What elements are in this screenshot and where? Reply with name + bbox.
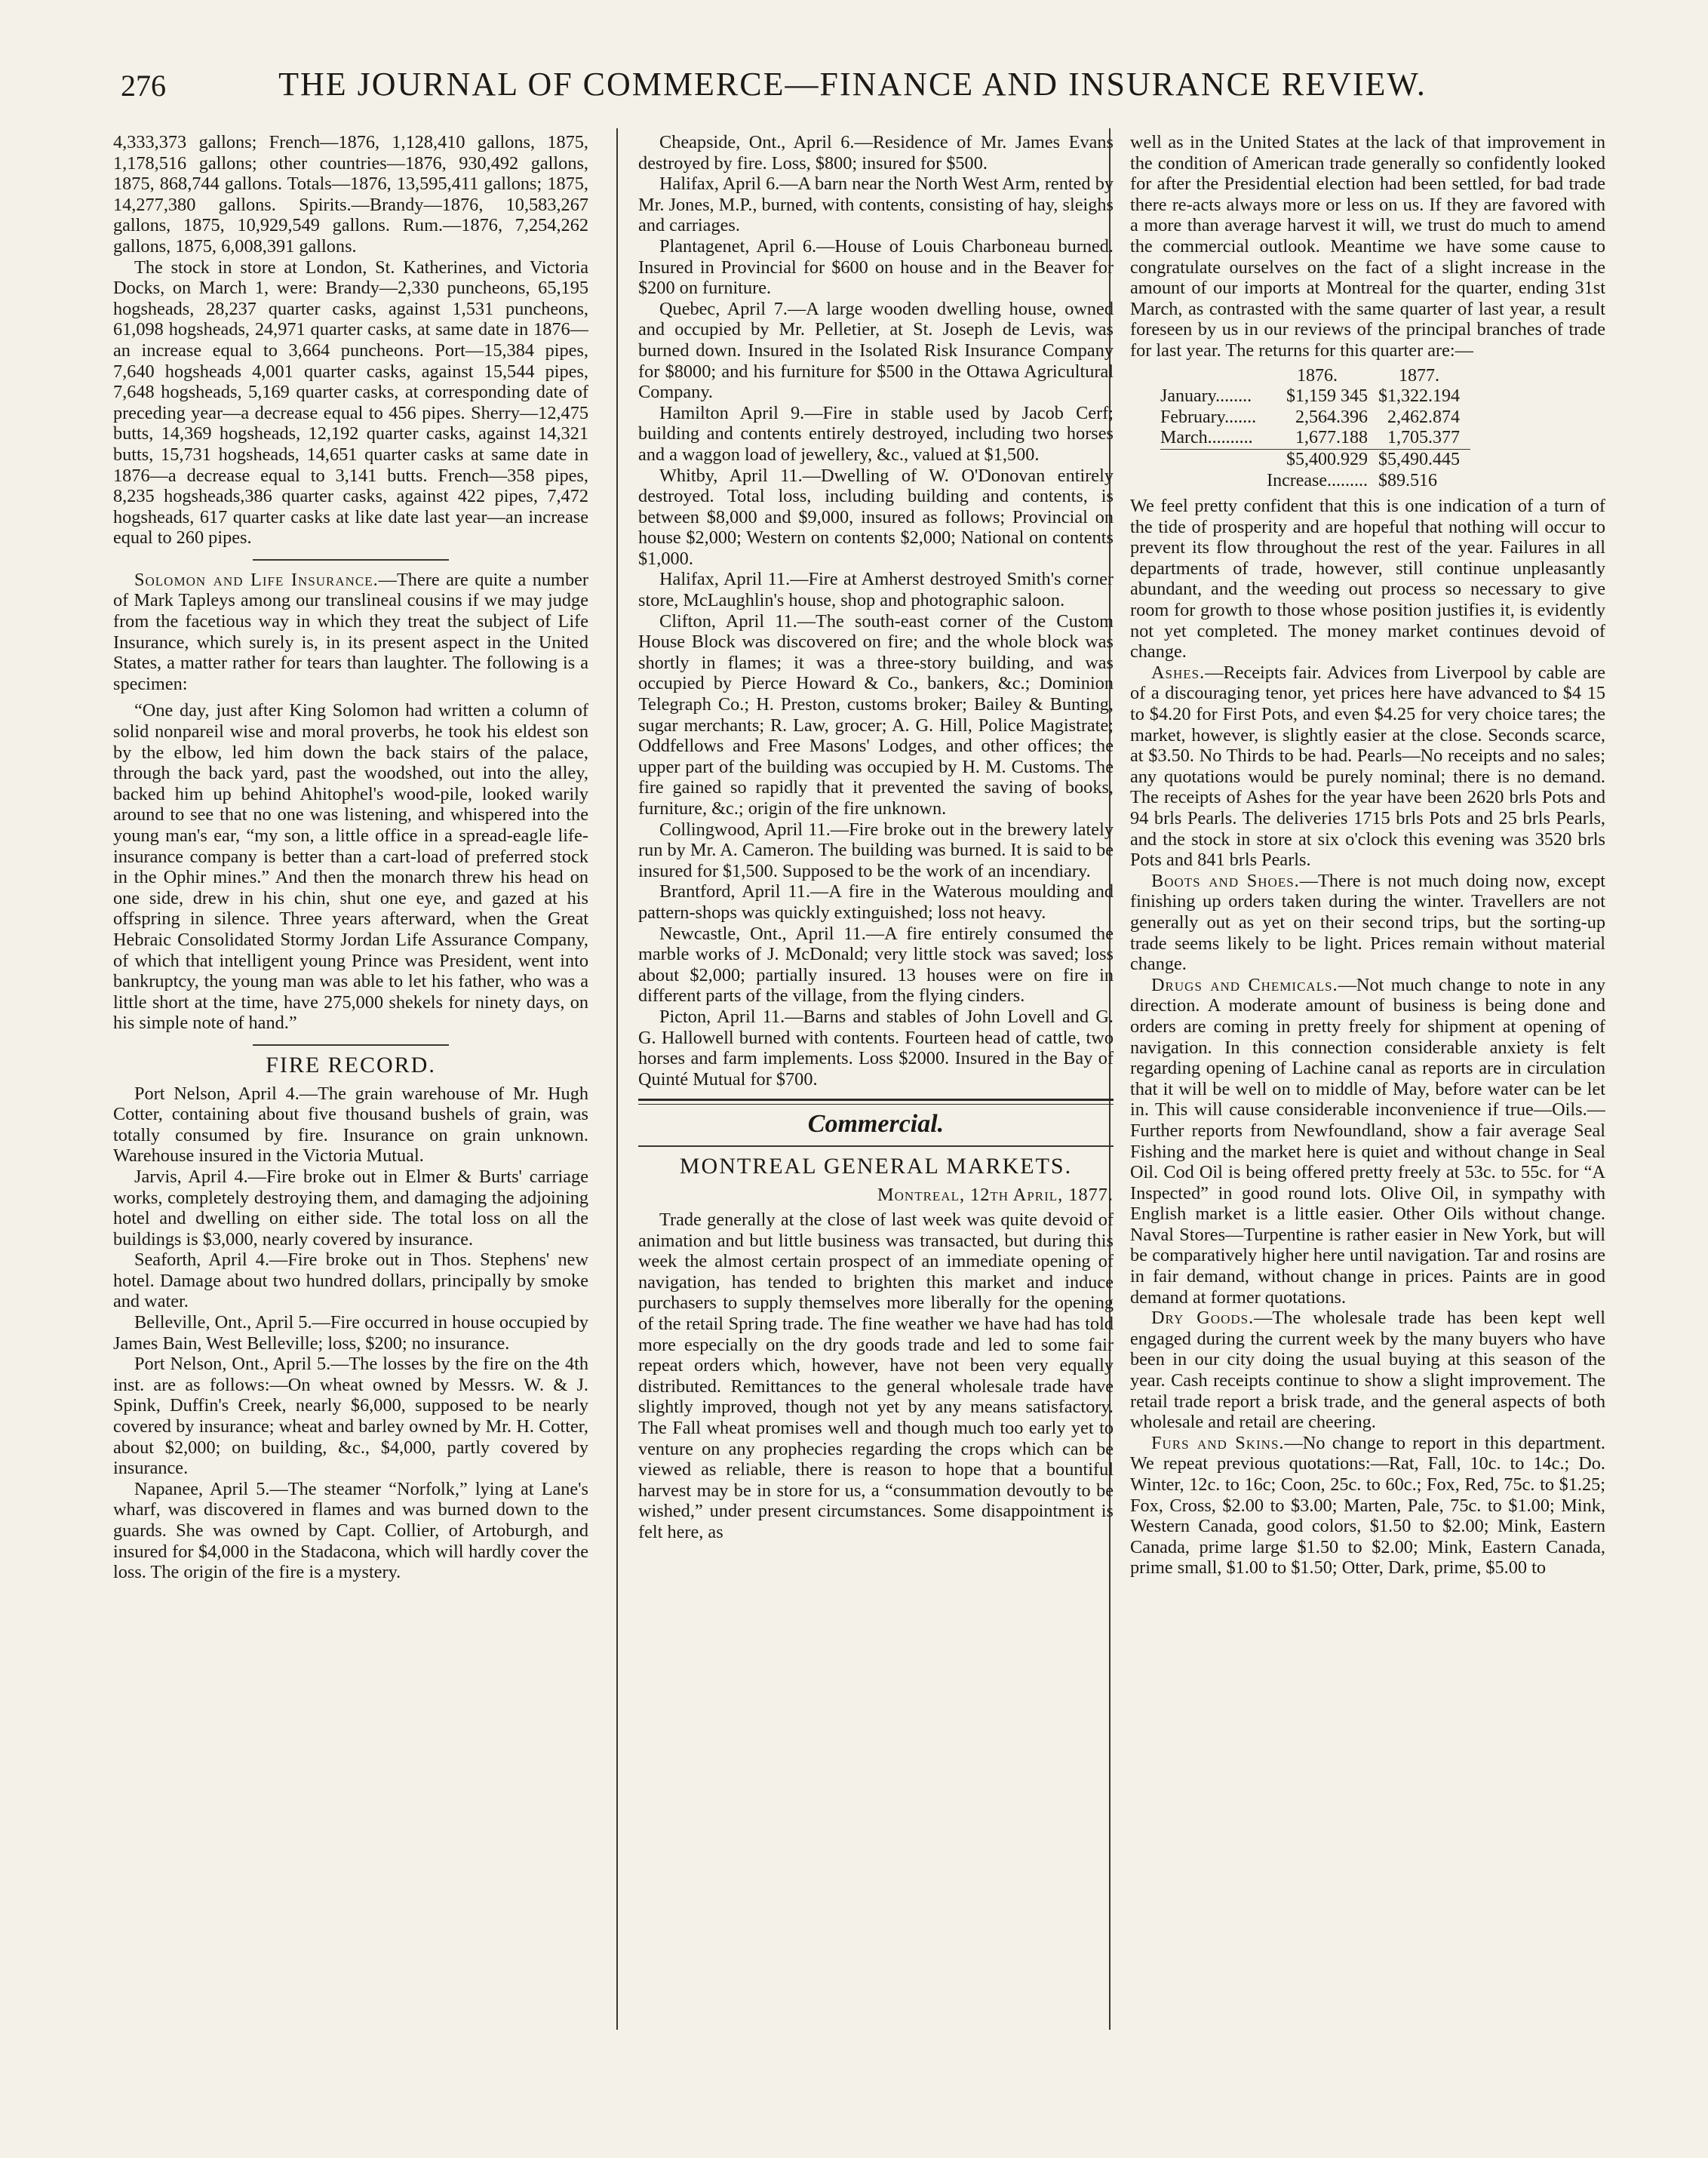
page-header (113, 62, 1592, 107)
boots-paragraph (1130, 871, 1605, 975)
section-rule (253, 559, 449, 561)
fire-item: Belleville, Ont., April 5.—Fire occurred in house occupied by James Bain, West Belleville; loss, $200; no insurance. (113, 1312, 588, 1354)
furs-text: —No change to report in this department. We repeat previous quotations:—Rat, Fall, 10c. to 14c.; Do. Winter, 12c. to 16c; Coon, 25c. to 60c.; Fox, Red, 75c. to $1.25; Fox, Cross, $2.00 to $3.00; Marten, Pale, 75c. to $1.00; Mink, Western Canada, good colors, $1.50 to $2.00; Mink, Eastern Canada, prime large $1.50 to $2.00; Mink, Eastern Canada, prime small, $1.00 to $1.50; Otter, Dark, prime, $5.00 to (1130, 1432, 1605, 1579)
value-1876-cell: $1,159 345 (1286, 386, 1369, 407)
dry-goods-heading: Dry Goods. (1151, 1308, 1255, 1329)
fire-item: Picton, April 11.—Barns and stables of John Lovell and G. G. Hallowell burned with contents. Fourteen head of cattle, two horses and farm implements. Loss $2000. Insured in the Bay of Quinté Mutual for $700. (638, 1006, 1114, 1090)
fire-item: Halifax, April 11.—Fire at Amherst destroyed Smith's corner store, McLaughlin's house, shop and photographic saloon. (638, 569, 1114, 611)
section-double-rule (638, 1099, 1114, 1105)
value-1876-cell: 2,564.396 (1295, 407, 1369, 427)
ashes-heading: Ashes. (1151, 662, 1206, 683)
running-head: THE JOURNAL OF COMMERCE—FINANCE AND INSURANCE REVIEW. (278, 66, 1427, 103)
table-row (1160, 407, 1470, 429)
dry-goods-paragraph (1130, 1308, 1605, 1433)
furs-heading: Furs and Skins. (1151, 1432, 1285, 1453)
total-1877-cell: $5,490.445 (1378, 449, 1470, 470)
fire-item: Napanee, April 5.—The steamer “Norfolk,” lying at Lane's wharf, was discovered in flames and was burned down to the guards. She was owned by Capt. Collier, of Artoburgh, and insured for $4,000 in the Stadacona, which will hardly cover the loss. The origin of the fire is a mystery. (113, 1478, 588, 1583)
boots-heading: Boots and Shoes. (1151, 870, 1300, 891)
fire-item: Halifax, April 6.—A barn near the North West Arm, rented by Mr. Jones, M.P., burned, with contents, consisting of hay, sleighs and carriages. (638, 174, 1114, 236)
fire-item: Plantagenet, April 6.—House of Louis Charboneau burned. Insured in Provincial for $600 on house and in the Beaver for $200 on furniture. (638, 235, 1114, 299)
increase-value: $89.516 (1378, 470, 1438, 490)
table-row (1160, 386, 1470, 407)
table-row (1160, 428, 1470, 449)
column-3 (1130, 132, 1605, 2034)
table-header-row (1160, 366, 1470, 387)
wine-stats-paragraph: 4,333,373 gallons; French—1876, 1,128,410 gallons, 1875, 1,178,516 gallons; other countries—1876, 930,492 gallons, 1875, 868,744 gallons. Totals—1876, 13,595,411 gallons; 1875, 14,277,380 gallons. Spirits.—Brandy—1876, 10,583,267 gallons, 1875, 10,929,549 gallons. Rum.—1876, 7,254,262 gallons, 1875, 6,008,391 gallons. (113, 132, 588, 257)
drugs-paragraph (1130, 975, 1605, 1308)
increase-label: Increase......... (1267, 470, 1369, 490)
drugs-heading: Drugs and Chemicals. (1151, 974, 1338, 995)
fire-item: Whitby, April 11.—Dwelling of W. O'Donovan entirely destroyed. Total loss, including building and contents, is between $8,000 and $9,000, insured as follows; Provincial on house $2,000; Western on contents $2,000; National on contents $1,000. (638, 465, 1114, 569)
stock-in-store-paragraph: The stock in store at London, St. Katherines, and Victoria Docks, on March 1, were: Brandy—2,330 puncheons, 65,195 hogsheads, 28,237 quarter casks, against 1,531 puncheons, 61,098 hogsheads, 24,971 quarter casks, at same date in 1876—an increase equal to 3,664 puncheons. Port—15,384 pipes, 7,640 hogsheads 4,001 quarter casks, against 15,544 pipes, 7,648 hogsheads, 5,169 quarter casks, at corresponding date of preceding year—a decrease equal to 456 pipes. Sherry—12,475 butts, 14,369 hogsheads, 12,192 quarter casks, against 14,321 butts, 15,731 hogsheads, 14,651 quarter casks at same date in 1876—a decrease equal to 3,141 butts. French—358 pipes, 8,235 hogsheads,386 quarter casks, against 422 pipes, 7,472 hogsheads, 617 quarter casks at like date last year—an increase equal to 260 pipes. (113, 257, 588, 549)
value-1877-cell: $1,322.194 (1378, 386, 1461, 407)
fire-item: Port Nelson, Ont., April 5.—The losses by the fire on the 4th inst. are as follows:—On wheat owned by Messrs. W. & J. Spink, Duffin's Creek, nearly $6,000, supposed to be nearly covered by insurance; wheat and barley owned by Mr. H. Cotter, about $2,000; on building, &c., $4,000, partly covered by insurance. (113, 1354, 588, 1479)
solomon-text: —There are quite a number of Mark Tapleys among our translineal cousins if we may judge from the facetious way in which they treat the subject of Life Insurance, which surely is, in its present aspect in the United States, a matter rather for tears than laughter. The following is a specimen: (113, 569, 588, 694)
section-rule (638, 1145, 1114, 1147)
month-cell: March.......... (1160, 428, 1253, 448)
drugs-text: —Not much change to note in any direction. A moderate amount of business is being done and orders are coming in pretty freely for shipment at opening of navigation. In this connection considerable anxiety is felt regarding opening of Lachine canal as reports are in circulation that it will be well on to middle of May, before water can be let in. This will cause considerable inconvenience if true—Oils.—Further reports from Newfoundland, show a fair average Seal Fishing and the market here is quiet and without change in Seal Oil. Cod Oil is being offered pretty freely at 53c. to 55c. for “A Inspected” in good round lots. Olive Oil, in sympathy with English market is a little easier. Other Oils without change. Naval Stores—Turpentine is rather easier in New York, but will be comparatively higher here until navigation. Tar and rosins are in fair demand, without change in prices. Paints are in good demand at former quotations. (1130, 974, 1605, 1308)
increase-row (1160, 471, 1470, 492)
outlook-paragraph: We feel pretty confident that this is one indication of a turn of the tide of prosperity and are hopeful that nothing will occur to prevent its flow throughout the rest of the year. Failures in all departments of trade, however, still continue unpleasantly abundant, and the weeding out process so necessary to give room for growth to those whose position justifies it, is evidently not yet completed. The money market continues devoid of change. (1130, 496, 1605, 662)
fire-item: Jarvis, April 4.—Fire broke out in Elmer & Burts' carriage works, completely destroying them, and damaging the adjoining hotel and dwelling on either side. The total loss on all the buildings is $3,000, nearly covered by insurance. (113, 1166, 588, 1250)
column-2 (638, 132, 1114, 2034)
column-divider (616, 128, 618, 2030)
month-cell: January........ (1160, 386, 1252, 407)
markets-title: MONTREAL GENERAL MARKETS. (679, 1153, 1073, 1179)
fire-item: Clifton, April 11.—The south-east corner of the Custom House Block was discovered on fire; and the whole block was shortly in flames; it was a three-story building, and was occupied by Pierce Howard & Co., bankers, &c.; Dominion Telegraph Co.; H. Preston, customs broker; Bailey & Bunting, sugar merchants; R. Law, grocer; A. G. Hill, Police Magistrate; Oddfellows and Free Masons' Lodges, and other offices; the upper part of the building was occupied by H. M. Customs. The fire gained so rapidly that it prevented the saving of books, furniture, &c.; origin of the fire unknown. (638, 610, 1114, 819)
fire-item: Brantford, April 11.—A fire in the Waterous moulding and pattern-shops was quickly extinguished; loss not heavy. (638, 881, 1114, 923)
quote-text: “One day, just after King Solomon had written a column of solid nonpareil wise and moral proverbs, he took his eldest son by the elbow, led him down the back stairs of the palace, through the back yard, past the woodshed, out into the alley, backed him up behind Ahitophel's wood-pile, looked warily around to see that no one was listening, and whispered into the young man's ear, “my son, a little office in a spread-eagle life-insurance company is better than a cart-load of preferred stock in the Ophir mines.” And then the monarch threw his head on one side, drew in his chin, shut one eye, and gazed at his offspring in silence. Three years afterward, when the Great Hebraic Consolidated Stormy Jordan Life Assurance Company, of which that intelligent young Prince was President, went into bankruptcy, the young man was able to let his father, who was a little short at the time, have 275,000 shekels for ninety days, on his simple note of hand.” (113, 700, 588, 1034)
fire-item: Newcastle, Ont., April 11.—A fire entirely consumed the marble works of J. McDonald; very little stock was saved; loss about $2,000; partially insured. 13 houses were on fire in different parts of the village, from the flying cinders. (638, 923, 1114, 1007)
value-1877-cell: 1,705.377 (1387, 428, 1461, 448)
quarter-returns-table (1160, 366, 1470, 492)
furs-paragraph (1130, 1433, 1605, 1579)
month-cell: February....... (1160, 407, 1257, 427)
fire-item: Cheapside, Ont., April 6.—Residence of Mr. James Evans destroyed by fire. Loss, $800; insured for $500. (638, 132, 1114, 174)
dry-goods-text: —The wholesale trade has been kept well engaged during the current week by the many buyers who have been in our city doing the usual buying at this season of the year. Cash receipts continue to show a slight improvement. The retail trade report a brisk trade, and the general aspects of both wholesale and retail are cheering. (1130, 1308, 1605, 1433)
totals-row (1160, 449, 1470, 470)
section-rule (253, 1044, 449, 1046)
ashes-paragraph (1130, 662, 1605, 871)
fire-item: Port Nelson, April 4.—The grain warehouse of Mr. Hugh Cotter, containing about five thousand bushels of grain, was totally consumed by fire. Insurance on grain unknown. Warehouse insured in the Victoria Mutual. (113, 1083, 588, 1167)
ashes-text: —Receipts fair. Advices from Liverpool by cable are of a discouraging tenor, yet prices here have advanced to $4 15 to $4.20 for First Pots, and even $4.25 for very choice tares; the market, however, is slightly easier at the close. Seconds scarce, at $3.50. No Thirds to be had. Pearls—No receipts and no sales; any quotations would be purely nominal; there is no demand. The receipts of Ashes for the year have been 2620 brls Pots and 94 brls Pearls. The deliveries 1715 brls Pots and 25 brls Pearls, and the stock in store at six o'clock this evening was 3520 brls Pots and 841 brls Pearls. (1130, 662, 1605, 871)
value-1876-cell: 1,677.188 (1295, 428, 1369, 448)
solomon-heading: Solomon and Life Insurance. (134, 569, 379, 590)
page-number: 276 (121, 69, 166, 103)
fire-record-title: FIRE RECORD. (266, 1052, 436, 1077)
fire-item: Seaforth, April 4.—Fire broke out in Thos. Stephens' new hotel. Damage about two hundred dollars, principally by smoke and water. (113, 1250, 588, 1312)
column-header-1876: 1876. (1297, 365, 1338, 386)
commercial-title: Commercial. (807, 1110, 945, 1139)
column-1 (113, 132, 588, 2034)
solomon-paragraph (113, 570, 588, 695)
column-header-1877: 1877. (1399, 365, 1440, 386)
boots-text: —There is not much doing now, except finishing up orders taken during the winter. Travellers are not generally out as yet on their second trips, but the sorting-up trade seems likely to be light. Prices remain without material change. (1130, 870, 1605, 975)
fire-item: Collingwood, April 11.—Fire broke out in the brewery lately run by Mr. A. Cameron. The building was burned. It is said to be insured for $1,500. Supposed to be the work of an incendiary. (638, 819, 1114, 881)
markets-paragraph: Trade generally at the close of last week was quite devoid of animation and but little business was transacted, but during this week the almost certain prospect of an immediate opening of navigation, has tended to brighten this market and induce purchasers to supply themselves more liberally for the opening of the retail Spring trade. The fine weather we have had has told more especially on the dry goods trade and led to some fair repeat orders which, however, have not been very equally distributed. Remittances to the general wholesale trade have slightly improved, though not yet by any means satisfactory. The Fall wheat promises well and though much too early yet to venture on any prophecies regarding the crops which can be viewed as reliable, there is reason to hope that a bountiful harvest may be in store for us, a “consummation devoutly to be wished,” under present circumstances. Some disappointment is felt here, as (638, 1210, 1114, 1542)
value-1877-cell: 2,462.874 (1387, 407, 1461, 427)
fire-item: Quebec, April 7.—A large wooden dwelling house, owned and occupied by Mr. Pelletier, at St. Joseph de Levis, was burned down. Insured in the Isolated Risk Insurance Company for $8000; and his furniture for $500 in the Ottawa Agricultural Company. (638, 298, 1114, 403)
solomon-quote (113, 700, 588, 1034)
markets-dateline: Montreal, 12th April, 1877. (877, 1184, 1114, 1205)
fire-item: Hamilton April 9.—Fire in stable used by Jacob Cerf; building and contents entirely destroyed, including two horses and a waggon load of jewellery, &c., valued at $1,500. (638, 402, 1114, 465)
markets-continued-paragraph: well as in the United States at the lack of that improvement in the condition of American trade generally so confidently looked for after the Presidential election had been settled, for bad trade there re-acts always more or less on us. If they are favored with a more than average harvest it will, we trust do much to amend the commercial outlook. Meantime we have some cause to congratulate ourselves on the fact of a slight increase in the amount of our imports at Montreal for the quarter, ending 31st March, as contrasted with the same quarter of last year, a result foreseen by us in our reviews of the principal branches of trade for last year. The returns for this quarter are:— (1130, 132, 1605, 361)
total-1876-cell: $5,400.929 (1267, 449, 1378, 470)
